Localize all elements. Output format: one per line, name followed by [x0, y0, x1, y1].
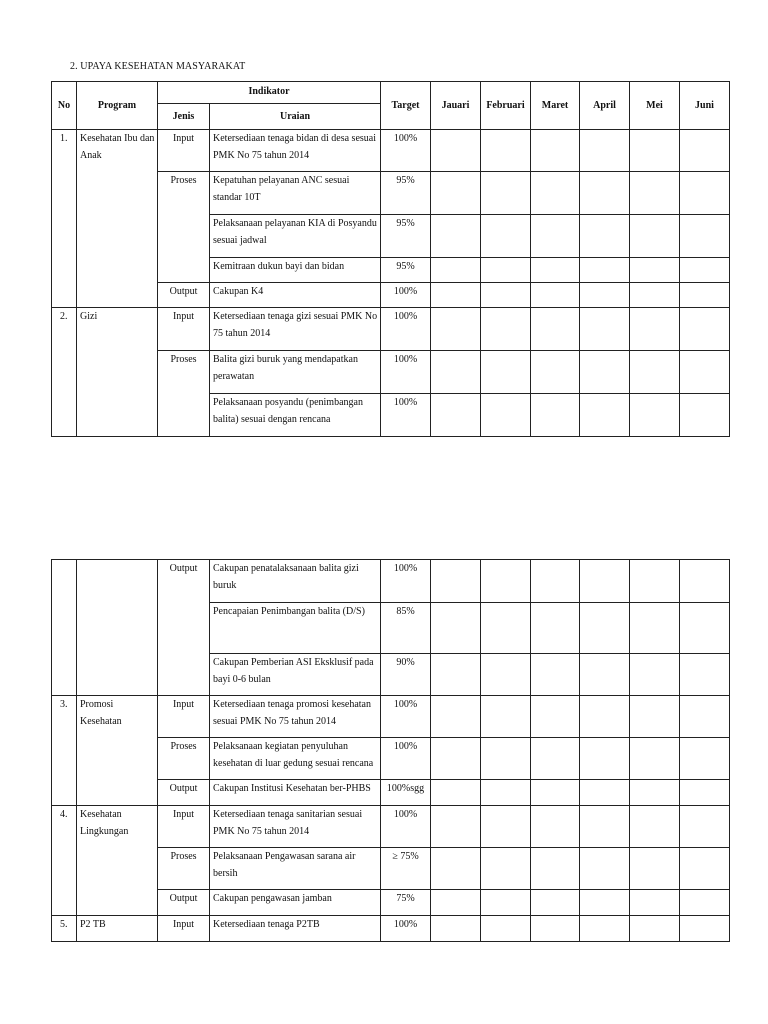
month-cell	[680, 780, 730, 806]
month-cell	[481, 654, 531, 696]
header-jenis: Jenis	[158, 104, 210, 130]
jenis-cell: Input	[158, 130, 210, 172]
uraian-cell: Ketersediaan tenaga P2TB	[210, 916, 381, 942]
header-uraian: Uraian	[210, 104, 381, 130]
month-cell	[680, 258, 730, 283]
target-cell: 95%	[381, 172, 431, 215]
month-cell	[431, 848, 481, 890]
month-cell	[630, 916, 680, 942]
month-cell	[680, 696, 730, 738]
month-cell	[680, 283, 730, 308]
month-cell	[580, 890, 630, 916]
month-cell	[481, 848, 531, 890]
month-cell	[431, 394, 481, 437]
month-cell	[580, 780, 630, 806]
month-cell	[431, 283, 481, 308]
target-cell: 100%	[381, 130, 431, 172]
target-cell: ≥ 75%	[381, 848, 431, 890]
month-cell	[680, 560, 730, 603]
target-cell: 100%	[381, 308, 431, 351]
uraian-cell: Cakupan penatalaksanaan balita gizi buruk	[210, 560, 381, 603]
uraian-cell: Balita gizi buruk yang mendapatkan perawatan	[210, 351, 381, 394]
month-cell	[431, 130, 481, 172]
month-cell	[630, 696, 680, 738]
uraian-cell: Cakupan K4	[210, 283, 381, 308]
month-cell	[431, 172, 481, 215]
month-cell	[431, 603, 481, 654]
uraian-cell: Kepatuhan pelayanan ANC sesuai standar 10T	[210, 172, 381, 215]
month-cell	[481, 351, 531, 394]
month-cell	[481, 308, 531, 351]
month-cell	[531, 806, 580, 848]
month-cell	[531, 780, 580, 806]
month-cell	[531, 130, 580, 172]
uraian-cell: Pencapaian Penimbangan balita (D/S)	[210, 603, 381, 654]
month-cell	[580, 308, 630, 351]
month-cell	[481, 258, 531, 283]
target-cell: 95%	[381, 258, 431, 283]
jenis-cell: Input	[158, 916, 210, 942]
uraian-cell: Cakupan Pemberian ASI Eksklusif pada bayi 0-6 bulan	[210, 654, 381, 696]
month-cell	[580, 560, 630, 603]
uraian-cell: Ketersediaan tenaga promosi kesehatan sesuai PMK No 75 tahun 2014	[210, 696, 381, 738]
uraian-cell: Kemitraan dukun bayi dan bidan	[210, 258, 381, 283]
month-cell	[531, 654, 580, 696]
month-cell	[531, 258, 580, 283]
indicator-table-2	[51, 559, 730, 942]
month-cell	[481, 172, 531, 215]
month-cell	[580, 130, 630, 172]
month-cell	[531, 603, 580, 654]
month-cell	[630, 780, 680, 806]
month-cell	[431, 258, 481, 283]
month-cell	[580, 738, 630, 780]
jenis-cell: Output	[158, 780, 210, 806]
month-cell	[630, 283, 680, 308]
month-cell	[481, 780, 531, 806]
month-cell	[580, 394, 630, 437]
target-cell: 85%	[381, 603, 431, 654]
month-cell	[431, 560, 481, 603]
uraian-cell: Pelaksanaan pelayanan KIA di Posyandu sesuai jadwal	[210, 215, 381, 258]
header-month-mei: Mei	[630, 82, 680, 130]
month-cell	[680, 848, 730, 890]
target-cell: 100%	[381, 806, 431, 848]
month-cell	[580, 283, 630, 308]
month-cell	[531, 560, 580, 603]
month-cell	[431, 738, 481, 780]
month-cell	[481, 603, 531, 654]
month-cell	[431, 351, 481, 394]
table-row	[52, 130, 730, 172]
month-cell	[431, 916, 481, 942]
month-cell	[580, 172, 630, 215]
month-cell	[580, 848, 630, 890]
target-cell: 100%	[381, 560, 431, 603]
month-cell	[531, 283, 580, 308]
month-cell	[431, 308, 481, 351]
month-cell	[531, 916, 580, 942]
month-cell	[431, 215, 481, 258]
month-cell	[630, 890, 680, 916]
month-cell	[580, 654, 630, 696]
month-cell	[680, 654, 730, 696]
month-cell	[481, 215, 531, 258]
program-name	[77, 560, 158, 696]
month-cell	[680, 172, 730, 215]
header-target: Target	[381, 82, 431, 130]
program-name: Kesehatan Lingkungan	[77, 806, 158, 916]
month-cell	[531, 351, 580, 394]
month-cell	[630, 215, 680, 258]
month-cell	[580, 806, 630, 848]
row-number: 5.	[52, 916, 77, 942]
table-row	[52, 916, 730, 942]
row-number: 4.	[52, 806, 77, 916]
table-row	[52, 308, 730, 351]
month-cell	[531, 308, 580, 351]
header-month-februari: Februari	[481, 82, 531, 130]
jenis-cell: Proses	[158, 738, 210, 780]
month-cell	[630, 738, 680, 780]
month-cell	[630, 654, 680, 696]
month-cell	[580, 603, 630, 654]
month-cell	[531, 738, 580, 780]
jenis-cell: Input	[158, 696, 210, 738]
month-cell	[630, 806, 680, 848]
jenis-cell: Input	[158, 806, 210, 848]
uraian-cell: Cakupan Institusi Kesehatan ber-PHBS	[210, 780, 381, 806]
month-cell	[630, 308, 680, 351]
jenis-cell: Proses	[158, 172, 210, 283]
month-cell	[431, 654, 481, 696]
header-no: No	[52, 82, 77, 130]
uraian-cell: Pelaksanaan Pengawasan sarana air bersih	[210, 848, 381, 890]
month-cell	[680, 351, 730, 394]
jenis-cell: Output	[158, 560, 210, 696]
table-row	[52, 560, 730, 603]
row-number: 2.	[52, 308, 77, 437]
jenis-cell: Proses	[158, 848, 210, 890]
month-cell	[431, 806, 481, 848]
header-month-april: April	[580, 82, 630, 130]
header-month-juni: Juni	[680, 82, 730, 130]
month-cell	[680, 806, 730, 848]
program-name: P2 TB	[77, 916, 158, 942]
month-cell	[680, 130, 730, 172]
program-name: Kesehatan Ibu dan Anak	[77, 130, 158, 308]
target-cell: 100%	[381, 351, 431, 394]
month-cell	[481, 806, 531, 848]
month-cell	[680, 916, 730, 942]
month-cell	[531, 394, 580, 437]
month-cell	[580, 696, 630, 738]
indicator-table-1	[51, 81, 730, 437]
month-cell	[481, 283, 531, 308]
month-cell	[680, 738, 730, 780]
jenis-cell: Proses	[158, 351, 210, 437]
target-cell: 100%sgg	[381, 780, 431, 806]
row-number: 3.	[52, 696, 77, 806]
section-title: 2. UPAYA KESEHATAN MASYARAKAT	[70, 61, 246, 72]
header-program: Program	[77, 82, 158, 130]
target-cell: 100%	[381, 394, 431, 437]
jenis-cell: Input	[158, 308, 210, 351]
month-cell	[531, 172, 580, 215]
month-cell	[431, 696, 481, 738]
month-cell	[630, 351, 680, 394]
month-cell	[531, 696, 580, 738]
month-cell	[531, 215, 580, 258]
header-month-jauari: Jauari	[431, 82, 481, 130]
month-cell	[580, 916, 630, 942]
month-cell	[630, 603, 680, 654]
row-number: 1.	[52, 130, 77, 308]
month-cell	[630, 130, 680, 172]
month-cell	[680, 308, 730, 351]
target-cell: 100%	[381, 738, 431, 780]
target-cell: 100%	[381, 916, 431, 942]
month-cell	[481, 394, 531, 437]
uraian-cell: Ketersediaan tenaga sanitarian sesuai PMK No 75 tahun 2014	[210, 806, 381, 848]
row-number	[52, 560, 77, 696]
month-cell	[531, 890, 580, 916]
month-cell	[431, 890, 481, 916]
month-cell	[630, 560, 680, 603]
month-cell	[630, 848, 680, 890]
program-name: Gizi	[77, 308, 158, 437]
uraian-cell: Ketersediaan tenaga gizi sesuai PMK No 75 tahun 2014	[210, 308, 381, 351]
target-cell: 75%	[381, 890, 431, 916]
table-row	[52, 696, 730, 738]
target-cell: 90%	[381, 654, 431, 696]
month-cell	[481, 560, 531, 603]
jenis-cell: Output	[158, 283, 210, 308]
month-cell	[431, 780, 481, 806]
month-cell	[630, 258, 680, 283]
month-cell	[680, 215, 730, 258]
month-cell	[481, 130, 531, 172]
uraian-cell: Cakupan pengawasan jamban	[210, 890, 381, 916]
target-cell: 100%	[381, 696, 431, 738]
program-name: Promosi Kesehatan	[77, 696, 158, 806]
month-cell	[481, 738, 531, 780]
month-cell	[580, 351, 630, 394]
month-cell	[680, 603, 730, 654]
target-cell: 100%	[381, 283, 431, 308]
month-cell	[680, 890, 730, 916]
month-cell	[630, 172, 680, 215]
uraian-cell: Ketersediaan tenaga bidan di desa sesuai PMK No 75 tahun 2014	[210, 130, 381, 172]
month-cell	[580, 258, 630, 283]
month-cell	[630, 394, 680, 437]
target-cell: 95%	[381, 215, 431, 258]
table-row	[52, 806, 730, 848]
month-cell	[580, 215, 630, 258]
month-cell	[531, 848, 580, 890]
uraian-cell: Pelaksanaan posyandu (penimbangan balita) sesuai dengan rencana	[210, 394, 381, 437]
month-cell	[680, 394, 730, 437]
header-month-maret: Maret	[531, 82, 580, 130]
jenis-cell: Output	[158, 890, 210, 916]
month-cell	[481, 890, 531, 916]
month-cell	[481, 696, 531, 738]
uraian-cell: Pelaksanaan kegiatan penyuluhan kesehatan di luar gedung sesuai rencana	[210, 738, 381, 780]
header-indikator: Indikator	[158, 82, 381, 104]
month-cell	[481, 916, 531, 942]
